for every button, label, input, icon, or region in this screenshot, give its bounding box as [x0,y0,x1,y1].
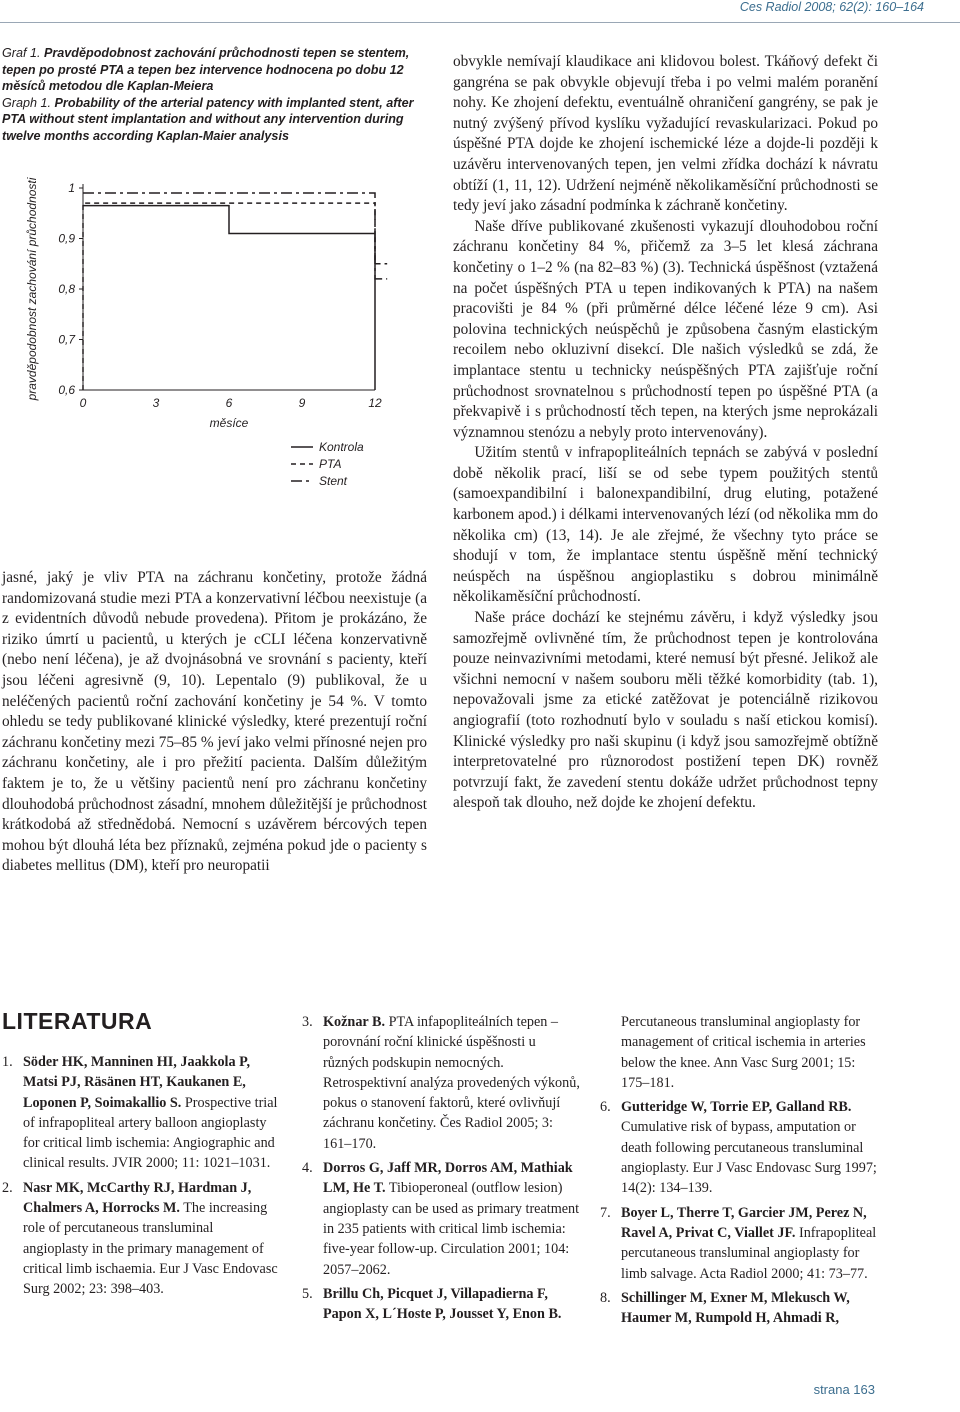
caption-cz-text: Pravděpodobnost zachování průchodnosti tepen se stentem, tepen po prosté PTA a tepen bez intervence hodnocena po dobu 12 měsíců metodou dle Kaplan-Meiera [2,46,410,94]
y-tick-label: 0,7 [58,332,75,347]
reference-number: 3. [302,1014,313,1030]
reference-item [2,1178,280,1300]
reference-text: Infrapopliteal percutaneous transluminal angioplasty for limb salvage. Acta Radiol 2000; 41: 73–77. [621,1224,877,1282]
y-tick-label: 1 [68,181,75,195]
references-column-1 [2,1052,280,1304]
reference-number: 4. [302,1160,313,1177]
reference-item [600,1203,882,1284]
body-paragraph: obvykle nemívají klaudikace ani klidovou bolest. Tkáňový defekt či gangréna se pak obvykle objevují třeba i po velmi malém poranění nohy. Ke zhojení defektu, eventuálně ohraničení gangrény, se pak je nutný zvýšený přívod kyslíku vyžadující revaskularizaci. Pokud po úspěšné PTA dojde ke zhojení ischemické léze a dojde-li později k uzávěru intervenovaných tepen, jen velmi zřídka dochází k návratu obtíží (1, 11, 12). Udržení nejméně několikaměsíční průchodnosti se tedy jeví jako zásadní podmínka k záchraně končetiny. [453,53,878,215]
body-column-right [453,52,878,814]
x-tick-label: 3 [152,396,160,410]
reference-number: 8. [600,1289,611,1306]
series-line-pta [83,203,387,390]
reference-text: Percutaneous transluminal angioplasty for management of critical ischemia in arteries below the knee. Ann Vasc Surg 2001; 15: 175–181. [621,1014,866,1091]
reference-text: Cumulative risk of bypass, amputation or death following percutaneous transluminal angioplasty. Eur J Vasc Endovasc Surg 1997; 14(2): 134–139. [621,1119,877,1197]
reference-number: 5. [302,1285,313,1302]
caption-en-text: Probability of the arterial patency with implanted stent, after PTA without stent implantation and without any intervention during twelve months according Kaplan-Maier analysis [2,95,414,143]
y-axis-label: pravděpodobnost zachování průchodnosti [25,177,39,401]
caption-czech [2,45,427,95]
reference-number: 6. [600,1099,611,1116]
caption-cz-label: Graf 1. [2,46,41,60]
x-axis-label: měsíce [209,416,249,430]
reference-text: PTA infapopliteálních tepen – porovnání roční klinické úspěšnosti u různých podskupin nemocných. Retrospektivní analýza provedených výkonů, pokus o stanovení faktorů, které ovlivňují záchranu končetiny. Čes Radiol 2005; 3: 161–170. [323,1014,580,1152]
reference-item [302,1284,580,1325]
reference-number: 7. [600,1204,611,1221]
x-tick-label: 0 [79,396,87,410]
reference-authors: Brillu Ch, Picquet J, Villapadierna F, Papon X, L´Hoste P, Jousset Y, Enon B. [323,1285,562,1323]
chart-svg [20,170,440,500]
legend-label: Kontrola [319,440,364,454]
reference-continuation [600,1012,882,1093]
body-paragraph: Naše práce dochází ke stejnému závěru, i když výsledky jsou samozřejmě ovlivněné tím, že průchodnost tepen je kontrolována pouze neinvazivními metodami, které nemusí být přesné. Jelikož ale všichni nemocní v našem souboru měli těžké komorbidity (tab. 1), nepovažovali jsme za etické zatěžovat je potenciálně rizikovou angiografií (toto rozhodnutí bylo v souladu s naší etickou komisí). Klinické výsledky pro naši skupinu (i když jsou samozřejmě obtížně interpretovatelné pro různorodost postižení tepen DK) rovněž potvrzují fakt, že zavedení stentu dokáže udržet průchodnost tepny alespoň tak dlouho, než dojde ke zhojení defektu. [453,609,878,812]
y-tick-label: 0,6 [58,383,75,397]
x-tick-label: 9 [298,396,306,410]
legend-label: PTA [319,457,342,471]
kaplan-meier-chart [20,170,440,500]
reference-authors: Boyer L, Therre T, Garcier JM, Perez N, Ravel A, Privat C, Viallet JF. [621,1204,867,1241]
reference-item [302,1012,580,1154]
x-tick-label: 12 [368,396,382,410]
body-paragraph: jasné, jaký je vliv PTA na záchranu končetiny, protože žádná randomizovaná studie mezi PTA a konzervativní léčbou neexistuje (a z evidentních důvodů nebude provedena). Přitom je prokázáno, že riziko úmrtí u pacientů, u kterých je cCLI léčena konzervativně (nebo není léčena), je až dvojnásobná ve srovnání s pacienty, kteří jsou léčeni agresivně (9, 10). Lepentalo (9) publikoval, že u neléčených pacientů roční zachování končetiny je 54 %. V tomto ohledu se tedy publikované klinické výsledky, které prezentují roční záchranu končetiny mezi 75–85 % jeví jako velmi přínosné nejen pro záchranu končetiny, ale i pro přežití pacienta. Dalším důležitým faktem je to, že u většiny pacientů není pro záchranu končetiny dlouhodobá průchodnost zásadní, mnohem důležitější je průchodnost krátkodobá až střednědobá. Nemocní s uzávěrem bércových tepen mohou být dlouhá léta bez příznaků, zejména pokud jde o pacienty s diabetes mellitus (DM), kteří pro neuropatii [2,569,427,875]
reference-text: The increasing role of percutaneous transluminal angioplasty in the primary management of critical limb ischaemia. Eur J Vasc Endovasc Surg 2002; 23: 398–403. [23,1200,278,1298]
reference-authors: Gutteridge W, Torrie EP, Galland RB. [621,1099,852,1116]
reference-authors: Schillinger M, Exner M, Mlekusch W, Haumer M, Rumpold H, Ahmadi R, [621,1289,850,1327]
caption-english [2,95,427,145]
body-paragraph: Užitím stentů v infrapopliteálních tepnách se zabývá v poslední době několik prací, liší se od sebe typem použitých stentů (samoexpandibilní i balonexpandibilní, drug eluting, potažené karbonem apod.) i délkami intervenovaných lézí (od několika mm do několika cm) (13, 14). Je ale zřejmé, že všechny tyto práce se shodují v tom, že implantace stentu úspěšně mění technický neúspěch na úspěšnou angioplastiku s dobrou minimálně několikaměsíční průchodností. [453,444,878,606]
references-column-2 [302,1012,580,1328]
body-paragraph: Naše dříve publikované zkušenosti vykazují dlouhodobou roční záchranu končetiny 84 %, přičemž za 3–5 let klesá záchrana končetiny o 1–2 % (na 82–83 %) (3). Technická úspěšnost (vztažená na počet úspěšných PTA u tepen indikovaných k PTA) na našem pracovišti je 84 % (při průměrné délce léčené léze 9 cm). Asi polovina technických neúspěchů je způsobena časným elastickým recoilem nebo okluzivní disekcí. Dle našich výsledků se zdá, že implantace stentu u technicky neúspěšných PTA zajišťuje roční průchodnost srovnatelnou s průchodností tepen po úspěšné PTA (a překvapivě i s průchodností těch tepen, na kterých jsme neprokázali významnou stenózu a nebyly proto intervenovány). [453,217,878,441]
reference-item [2,1052,280,1174]
figure-caption [2,45,427,145]
references-heading: LITERATURA [2,1008,153,1034]
reference-item [600,1288,882,1329]
series-line-kontrola [83,206,375,390]
reference-text: Tibioperoneal (outflow lesion) angioplasty can be used as primary treatment in 235 patients with critical limb ischemia: five-year follow-up. Circulation 2001; 104: 2057–2062. [323,1180,580,1278]
reference-number: 1. [2,1054,13,1070]
reference-number: 2. [2,1179,13,1196]
reference-authors: Kožnar B. [323,1014,386,1030]
body-column-left [2,568,427,877]
reference-text: Prospective trial of infrapopliteal artery balloon angioplasty for critical limb ischemia: Angiographic and clinical results. JVIR 2000; 11: 1021–1031. [23,1094,278,1172]
legend-label: Stent [319,474,348,488]
journal-reference: Ces Radiol 2008; 62(2): 160–164 [739,0,924,14]
reference-authors: Nasr MK, McCarthy RJ, Hardman J, Chalmers A, Horrocks M. [23,1179,252,1217]
caption-en-label: Graph 1. [2,95,52,110]
page-number: strana 163 [813,1382,875,1397]
y-tick-label: 0,8 [58,282,75,296]
x-tick-label: 6 [225,396,233,410]
references-column-3 [600,1012,882,1332]
y-tick-label: 0,9 [58,231,75,246]
reference-item [600,1097,882,1198]
reference-authors: Dorros G, Jaff MR, Dorros AM, Mathiak LM, He T. [323,1160,573,1197]
reference-authors: Söder HK, Manninen HI, Jaakkola P, Matsi PJ, Räsänen HT, Kaukanen E, Loponen P, Soimakallio S. [23,1054,251,1111]
reference-item [302,1158,580,1280]
header-rule [0,22,960,23]
